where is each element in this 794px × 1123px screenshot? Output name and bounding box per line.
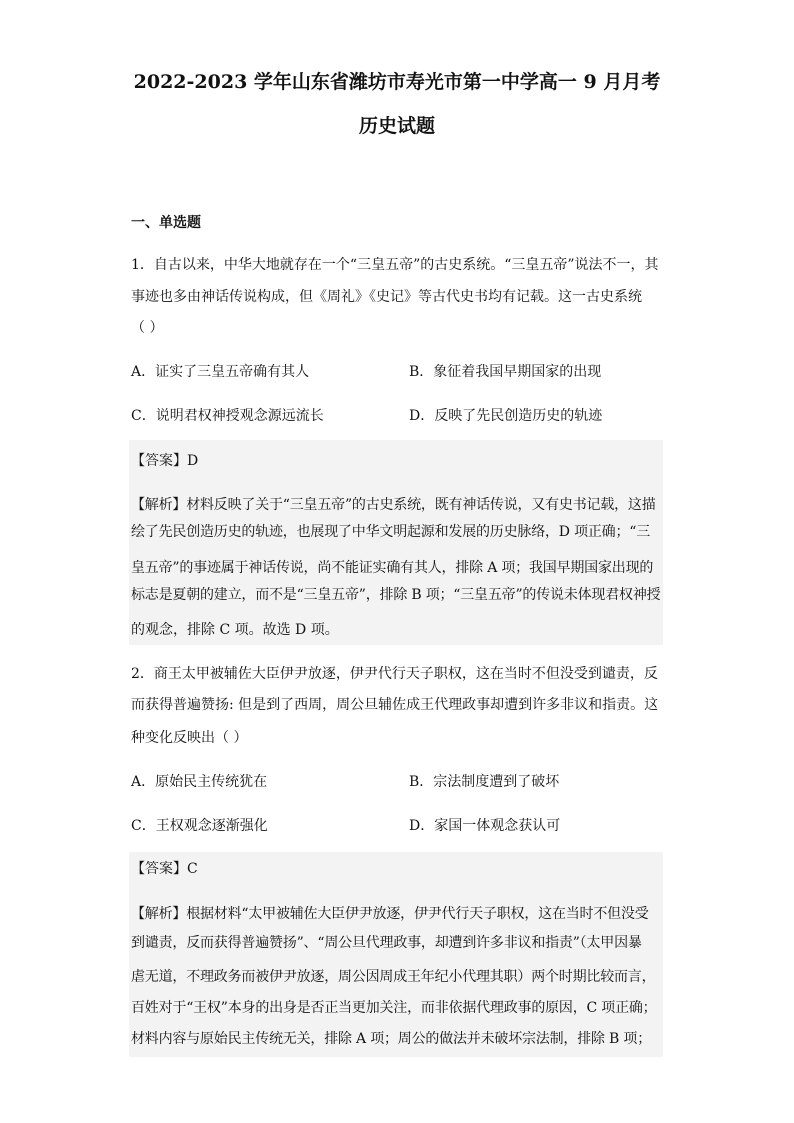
- question-1-option-a[interactable]: A．证实了三皇五帝确有其人: [131, 364, 310, 380]
- question-1-answer: 【答案】D: [131, 453, 199, 469]
- question-1-option-c[interactable]: C．说明君权神授观念源远流长: [131, 408, 324, 424]
- question-2-option-c[interactable]: C．王权观念逐渐强化: [131, 818, 268, 834]
- question-1-stem-line: 事迹也多由神话传说构成，但《周礼》《史记》等古代史书均有记载。这一古史系统: [131, 289, 642, 305]
- question-2-explanation-line: 百姓对于“王权”本身的出身是否正当更加关注，而非依据代理政事的原因，C 项正确；: [131, 1000, 657, 1016]
- question-1-stem-line: 1．自古以来，中华大地就存在一个“三皇五帝”的古史系统。“三皇五帝”说法不一，其: [131, 257, 659, 273]
- question-2-answer-box: [129, 852, 663, 1057]
- question-1-stem-line: （ ）: [131, 320, 164, 336]
- question-2-explanation-line: 材料内容与原始民主传统无关，排除 A 项；周公的做法并未破坏宗法制，排除 B 项；: [131, 1031, 651, 1047]
- question-2-explanation-line: 【解析】根据材料“太甲被辅佐大臣伊尹放逐，伊尹代行天子职权，这在当时不但没受: [131, 906, 649, 922]
- question-2-explanation-line: 到谴责，反而获得普遍赞扬”、“周公旦代理政事，却遭到许多非议和指责”（太甲因暴: [131, 935, 642, 951]
- section-heading: 一、单选题: [131, 215, 201, 231]
- question-1-explanation-line: 皇五帝”的事迹属于神话传说，尚不能证实确有其人，排除 A 项；我国早期国家出现的: [131, 560, 654, 576]
- question-1-option-b[interactable]: B．象征着我国早期国家的出现: [409, 364, 602, 380]
- question-1-explanation-line: 【解析】材料反映了关于“三皇五帝”的古史系统，既有神话传说，又有史书记载，这描: [131, 497, 656, 513]
- question-2-option-a[interactable]: A．原始民主传统犹在: [131, 774, 268, 790]
- question-1-option-d[interactable]: D．反映了先民创造历史的轨迹: [409, 408, 603, 424]
- question-2-answer: 【答案】C: [131, 861, 198, 877]
- question-1-answer-box: [129, 440, 663, 645]
- question-2-option-b[interactable]: B．宗法制度遭到了破坏: [409, 774, 560, 790]
- question-1-explanation-line: 标志是夏朝的建立，而不是“三皇五帝”，排除 B 项；“三皇五帝”的传说未体现君权神授: [131, 587, 661, 603]
- question-2-stem-line: 种变化反映出（ ）: [131, 730, 248, 746]
- question-1-explanation-line: 绘了先民创造历史的轨迹，也展现了中华文明起源和发展的历史脉络，D 项正确；“三: [131, 524, 651, 540]
- document-title: 2022-2023 学年山东省潍坊市寿光市第一中学高一 9 月月考: [133, 71, 661, 93]
- document-subtitle: 历史试题: [358, 115, 435, 137]
- question-2-stem-line: 而获得普遍赞扬: 但是到了西周，周公旦辅佐成王代理政事却遭到许多非议和指责。这: [131, 697, 659, 713]
- question-1-explanation-line: 的观念，排除 C 项。故选 D 项。: [131, 622, 339, 638]
- question-2-stem-line: 2．商王太甲被辅佐大臣伊尹放逐，伊尹代行天子职权，这在当时不但没受到谴责，反: [131, 666, 658, 682]
- question-2-explanation-line: 虐无道，不理政务而被伊尹放逐，周公因周成王年纪小代理其职）两个时期比较而言，: [131, 969, 656, 985]
- question-2-option-d[interactable]: D．家国一体观念获认可: [409, 818, 561, 834]
